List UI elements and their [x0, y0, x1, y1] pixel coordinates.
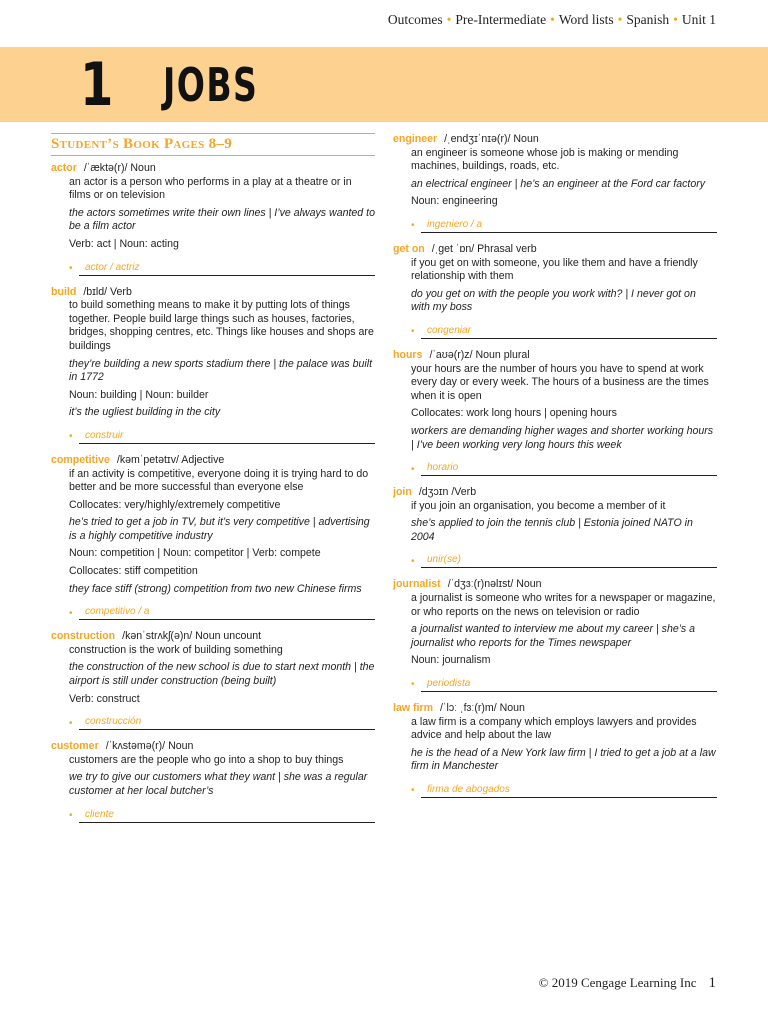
pronunciation: /ˈdʒɜː(r)nəlɪst/ Noun	[447, 578, 542, 591]
translation: firma de abogados	[421, 784, 717, 798]
pronunciation: /ˈæktə(r)/ Noun	[83, 162, 156, 174]
entry-list-right	[393, 133, 717, 798]
headword: law firm	[393, 702, 434, 715]
definition: a law firm is a company which employs lawyers and provides advice and help about the law	[411, 715, 697, 742]
entry-get-on	[393, 243, 717, 339]
example-sentence: it’s the ugliest building in the city	[69, 406, 221, 419]
entry-body	[411, 500, 717, 545]
bullet-icon: •	[411, 463, 415, 475]
translation: construcción	[79, 716, 375, 730]
headword: construction	[51, 630, 116, 643]
example-sentence: he’s tried to get a job in TV, but it’s very competitive | advertising is a highly competitive industry	[69, 516, 370, 542]
related-forms: Noun: engineering	[411, 195, 498, 208]
example-sentence: he is the head of a New York law firm | I tried to get a job at a law firm in Manchester	[411, 746, 716, 773]
translation: ingeniero / a	[421, 219, 717, 233]
bullet-icon: •	[411, 555, 415, 567]
example-sentence: an electrical engineer | he’s an engineer at the Ford car factory	[411, 177, 706, 190]
unit-number: 1	[80, 50, 114, 120]
translation: unir(se)	[421, 554, 717, 568]
unit-title: JOBS	[163, 58, 259, 112]
entry-competitive	[51, 454, 375, 620]
entry-body	[411, 592, 717, 668]
entry-hours	[393, 349, 717, 476]
example-sentence: workers are demanding higher wages and shorter working hours | I’ve been working very long hours this week	[411, 424, 714, 451]
definition: an engineer is someone whose job is making or mending machines, buildings, roads, etc.	[411, 146, 679, 173]
translation-field	[69, 430, 375, 444]
headword-line	[51, 454, 375, 468]
example-sentence: she’s applied to join the tennis club | Estonia joined NATO in 2004	[411, 517, 693, 543]
headword: build	[51, 285, 77, 298]
crumb-unit: Unit 1	[681, 12, 716, 27]
entry-construction	[51, 630, 375, 730]
separator-dot: •	[673, 12, 678, 27]
headword-line	[393, 486, 717, 500]
translation-field	[69, 716, 375, 730]
related-forms: Verb: act | Noun: acting	[69, 237, 179, 250]
pronunciation: /ˈkʌstəmə(r)/ Noun	[105, 740, 194, 753]
bullet-icon: •	[69, 262, 73, 274]
headword-line	[393, 243, 717, 257]
bullet-icon: •	[411, 785, 415, 797]
entry-body	[411, 257, 717, 315]
translation: cliente	[79, 809, 375, 823]
definition: construction is the work of building something	[69, 643, 283, 656]
pronunciation: /dʒɔɪn /Verb	[418, 486, 477, 499]
translation: construir	[79, 430, 375, 444]
pronunciation: /ˈlɔː ˌfɜː(r)m/ Noun	[440, 702, 525, 715]
example-sentence: they face stiff (strong) competition from two new Chinese firms	[69, 582, 362, 595]
entry-join	[393, 486, 717, 568]
headword-line	[393, 133, 717, 147]
related-forms: Noun: competition | Noun: competitor | Verb: compete	[69, 547, 321, 560]
entry-build	[51, 286, 375, 444]
headword: engineer	[393, 133, 438, 145]
headword-line	[393, 349, 717, 363]
crumb-course: Outcomes	[387, 12, 443, 27]
example-sentence: a journalist wanted to interview me about my career | she’s a journalist who reports for the Times newspaper	[411, 623, 696, 649]
definition: if an activity is competitive, everyone doing it is trying hard to do better and be more successful than everyone else	[69, 467, 369, 494]
entry-body	[69, 176, 375, 252]
unit-banner	[0, 47, 768, 122]
headword: hours	[393, 348, 423, 361]
definition: customers are the people who go into a shop to buy things	[69, 753, 344, 766]
related-forms: Verb: construct	[69, 692, 140, 705]
related-forms: Collocates: stiff competition	[69, 565, 198, 578]
example-sentence: we try to give our customers what they want | she was a regular customer at her local butcher’s	[69, 771, 368, 797]
translation-field	[411, 678, 717, 692]
translation-field	[411, 325, 717, 339]
pronunciation: /ˌget ˈɒn/ Phrasal verb	[431, 242, 537, 255]
example-sentence: do you get on with the people you work with? | I never got on with my boss	[411, 287, 696, 314]
bullet-icon: •	[69, 810, 73, 821]
section-heading: Student’s Book Pages 8–9	[51, 133, 375, 156]
bullet-icon: •	[69, 717, 73, 729]
definition: to build something means to make it by putting lots of things together. People build large things such as houses, factories, bridges, shopping centres, etc. Things like houses and shops are buildings	[69, 299, 374, 352]
headword: get on	[393, 242, 425, 255]
related-forms: Noun: building | Noun: builder	[69, 388, 209, 401]
translation-field	[411, 784, 717, 798]
headword-line	[393, 578, 717, 592]
separator-dot: •	[550, 12, 555, 27]
headword: journalist	[393, 578, 441, 591]
entry-body	[69, 468, 375, 597]
crumb-level: Pre-Intermediate	[455, 12, 547, 27]
separator-dot: •	[617, 12, 623, 27]
definition: if you join an organisation, you become a member of it	[411, 499, 666, 512]
translation-field	[69, 606, 375, 620]
translation-field	[411, 219, 717, 233]
translation: competitivo / a	[79, 606, 375, 620]
entry-journalist	[393, 578, 717, 692]
pronunciation: /ˈaʊə(r)z/ Noun plural	[429, 348, 530, 361]
page-footer	[539, 975, 716, 992]
bullet-icon: •	[69, 431, 73, 443]
entry-body	[411, 363, 717, 453]
breadcrumb	[388, 12, 716, 28]
entry-body	[69, 754, 375, 799]
entry-body	[69, 644, 375, 706]
entry-list-left	[51, 162, 375, 823]
entry-actor	[51, 162, 375, 276]
entry-body	[411, 716, 717, 774]
headword-line	[51, 162, 375, 176]
definition: if you get on with someone, you like them and have a friendly relationship with them	[411, 256, 698, 283]
headword-line	[51, 630, 375, 644]
example-sentence: the actors sometimes write their own lines | I’ve always wanted to be a film actor	[69, 206, 375, 233]
left-column	[51, 133, 375, 833]
pronunciation: /bɪld/ Verb	[83, 285, 132, 298]
related-forms: Collocates: work long hours | opening hours	[411, 407, 617, 420]
entry-law-firm	[393, 702, 717, 798]
crumb-section: Word lists	[558, 12, 614, 27]
headword-line	[393, 702, 717, 716]
headword-line	[51, 740, 375, 754]
translation-field	[69, 262, 375, 276]
translation-field	[69, 809, 375, 823]
definition: a journalist is someone who writes for a newspaper or magazine, or who reports on the news on television or radio	[411, 592, 716, 618]
translation: actor / actriz	[79, 262, 375, 276]
entry-engineer	[393, 133, 717, 233]
related-forms: Noun: journalism	[411, 654, 491, 667]
pronunciation: /ˌendʒɪˈnɪə(r)/ Noun	[444, 133, 539, 145]
headword: customer	[51, 740, 99, 753]
headword-line	[51, 286, 375, 300]
entry-body	[411, 147, 717, 209]
bullet-icon: •	[411, 220, 415, 232]
bullet-icon: •	[411, 679, 415, 691]
headword: competitive	[51, 453, 110, 466]
crumb-language: Spanish	[626, 12, 670, 27]
page-number: 1	[708, 975, 716, 991]
pronunciation: /kəmˈpetətɪv/ Adjective	[116, 453, 225, 466]
bullet-icon: •	[69, 607, 73, 619]
translation-field	[411, 462, 717, 476]
headword: actor	[51, 162, 77, 174]
related-forms: Collocates: very/highly/extremely competitive	[69, 498, 281, 511]
translation: congeniar	[421, 325, 717, 339]
headword: join	[393, 486, 412, 499]
right-column	[393, 133, 717, 808]
copyright: © 2019 Cengage Learning Inc	[538, 975, 697, 990]
bullet-icon: •	[411, 326, 415, 338]
example-sentence: they’re building a new sports stadium there | the palace was built in 1772	[69, 357, 373, 384]
entry-body	[69, 299, 375, 420]
definition: your hours are the number of hours you have to spend at work every day or every week. The hours of a business are the times when it is open	[411, 362, 709, 402]
translation: horario	[421, 462, 717, 476]
example-sentence: the construction of the new school is due to start next month | the airport is still under construction (being built)	[69, 661, 375, 688]
pronunciation: /kənˈstrʌkʃ(ə)n/ Noun uncount	[122, 630, 262, 643]
definition: an actor is a person who performs in a play at a theatre or in films or on television	[69, 175, 352, 202]
separator-dot: •	[446, 12, 452, 27]
entry-customer	[51, 740, 375, 822]
translation: periodista	[421, 678, 717, 692]
translation-field	[411, 554, 717, 568]
